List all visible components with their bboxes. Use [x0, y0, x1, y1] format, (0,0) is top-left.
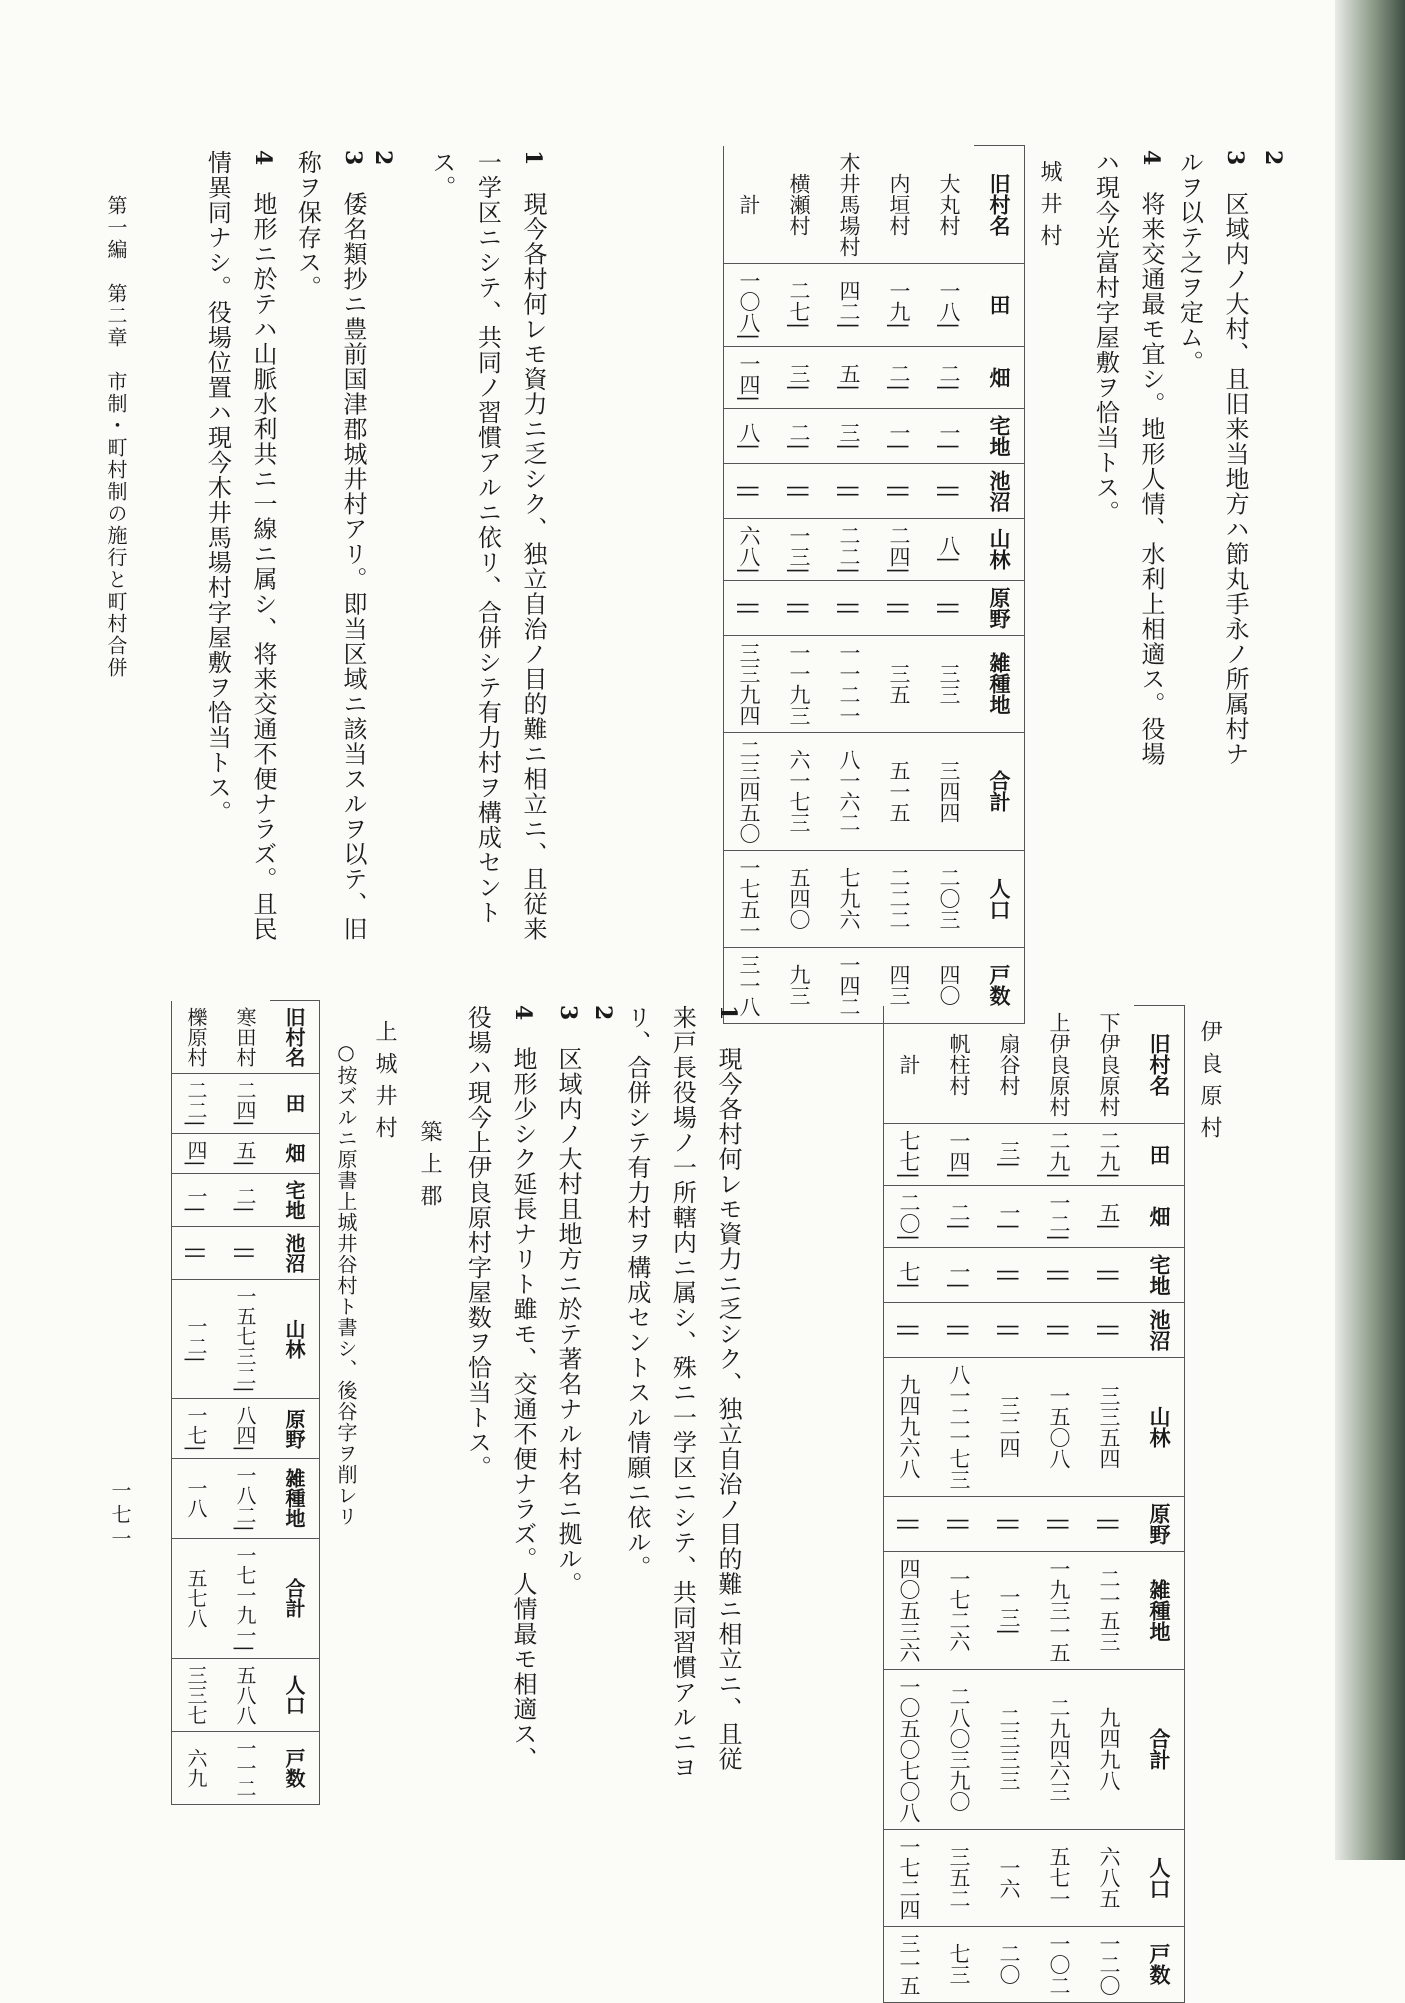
cell: 二二| — [824, 518, 874, 580]
kamishiroi-table — [171, 1000, 320, 1805]
village-name: 木井馬場村 — [824, 146, 874, 264]
ira-note-2: 2 — [590, 1005, 616, 1022]
annotation: ○按ズルニ原書上城井谷村ト書シ、後谷字ヲ削レリ — [334, 1040, 358, 1527]
cell: 二三三三 — [984, 1669, 1034, 1829]
cell: || — [924, 580, 974, 635]
cell: 六八| — [724, 518, 775, 580]
village-name: 大丸村 — [924, 146, 974, 264]
cell: 五七一 — [1034, 1829, 1084, 1926]
cell: || — [934, 1496, 984, 1551]
cell: 一二| — [1034, 1185, 1084, 1247]
header-cell: 雑種地 — [270, 1459, 320, 1539]
header-cell: 宅地 — [1134, 1247, 1185, 1302]
cell: 一八| — [924, 263, 974, 346]
cell: 八四| — [221, 1399, 270, 1459]
cell: 一一二 — [221, 1731, 270, 1804]
cell: || — [774, 580, 824, 635]
cell: 一六 — [984, 1829, 1034, 1926]
table-row — [874, 146, 924, 1024]
header-cell: 池沼 — [270, 1226, 320, 1279]
cell: || — [1084, 1496, 1134, 1551]
cell: 一二〇 — [1084, 1926, 1134, 2002]
cell: 二七| — [774, 263, 824, 346]
cell: 二〇| — [884, 1185, 935, 1247]
header-cell: 旧村名 — [270, 1001, 320, 1074]
cell: || — [774, 463, 824, 518]
header-cell: 田 — [974, 263, 1025, 346]
page-number: 一七一 — [108, 1480, 132, 1552]
cell: 四〇 — [924, 947, 974, 1023]
cell: 三五二 — [934, 1829, 984, 1926]
header-cell: 雑種地 — [1134, 1551, 1185, 1669]
kamishiroi-title: 上城井村 — [372, 1020, 397, 1148]
shiroi-note-2: 2 — [370, 150, 396, 167]
cell: 三三 — [924, 635, 974, 732]
header-cell: 旧村名 — [974, 146, 1025, 264]
header-cell: 合計 — [974, 732, 1025, 850]
cell: 四二| — [824, 263, 874, 346]
cell: 一| — [874, 408, 924, 463]
cell: 二| — [934, 1185, 984, 1247]
village-name: 上伊良原村 — [1034, 1006, 1084, 1124]
header-cell: 戸数 — [974, 947, 1025, 1023]
cell: 五八八 — [221, 1658, 270, 1731]
cell: 八一六二 — [824, 732, 874, 850]
cell: 二三四五〇 — [724, 732, 775, 850]
shiroi-title: 城井村 — [1037, 160, 1062, 256]
header-cell: 人口 — [974, 850, 1025, 947]
cell: 一四| — [934, 1123, 984, 1185]
header-cell: 山林 — [270, 1279, 320, 1399]
village-name: 計 — [724, 146, 775, 264]
cell: 三五 — [874, 635, 924, 732]
cell: 五七八 — [172, 1538, 222, 1658]
header-cell: 田 — [1134, 1123, 1185, 1185]
header-cell: 合計 — [1134, 1669, 1185, 1829]
cell: || — [221, 1226, 270, 1279]
cell: 一九| — [874, 263, 924, 346]
note-top-4: 4 将来交通最モ宜シ。地形人情、水利上相適ス。役場ハ現今光富村字屋敷ヲ恰当トス。 — [1091, 150, 1165, 767]
cell: 二四| — [221, 1074, 270, 1134]
cell: 一五七三二| — [221, 1279, 270, 1399]
cell: 一七二四 — [884, 1829, 935, 1926]
cell: 一八 — [172, 1459, 222, 1539]
shiroi-note-3: 3 倭名類抄ニ豊前国津郡城井村アリ。即当区域ニ該当スルヲ以テ、旧称ヲ保存ス。 — [293, 150, 367, 942]
ira-title: 伊良原村 — [1197, 1020, 1222, 1148]
cell: 一四| — [724, 346, 775, 408]
cell: 一七五一 — [724, 850, 775, 947]
cell: 一七一九一| — [221, 1538, 270, 1658]
cell: 一二| — [172, 1279, 222, 1399]
cell: || — [924, 463, 974, 518]
cell: || — [824, 580, 874, 635]
chapter-footer: 第一編 第二章 市制・町村制の施行と町村合併 — [104, 195, 128, 679]
cell: 三| — [984, 1123, 1034, 1185]
village-name: 扇谷村 — [984, 1006, 1034, 1124]
header-cell: 原野 — [270, 1399, 320, 1459]
cell: 八| — [924, 518, 974, 580]
cell: 一四二 — [824, 947, 874, 1023]
cell: || — [1034, 1302, 1084, 1357]
cell: || — [1034, 1247, 1084, 1302]
cell: 三三五四 — [1084, 1357, 1134, 1496]
cell: || — [874, 580, 924, 635]
cell: 八| — [724, 408, 775, 463]
cell: 三| — [774, 346, 824, 408]
table-row — [824, 146, 874, 1024]
cell: || — [984, 1247, 1034, 1302]
cell: 二| — [874, 346, 924, 408]
header-cell: 田 — [270, 1074, 320, 1134]
cell: 一五〇八 — [1034, 1357, 1084, 1496]
cell: 三四四 — [924, 732, 974, 850]
cell: 四三 — [874, 947, 924, 1023]
cell: 九四九六八 — [884, 1357, 935, 1496]
village-name: 横瀬村 — [774, 146, 824, 264]
district-title: 築上郡 — [417, 1120, 442, 1216]
shiroi-table — [723, 145, 1025, 1024]
cell: 五四〇 — [774, 850, 824, 947]
cell: 一一二一 — [824, 635, 874, 732]
cell: || — [934, 1302, 984, 1357]
cell: 二四| — [874, 518, 924, 580]
cell: 六一七三 — [774, 732, 824, 850]
ira-note-3: 3 区域内ノ大村且地方ニ於テ著名ナル村名ニ拠ル。 — [554, 1005, 582, 1597]
header-cell: 合計 — [270, 1538, 320, 1658]
cell: || — [984, 1496, 1034, 1551]
cell: 二九| — [1034, 1123, 1084, 1185]
cell: 四| — [172, 1133, 222, 1173]
cell: 一| — [172, 1173, 222, 1226]
cell: || — [884, 1496, 935, 1551]
shiroi-note-1: 1 現今各村何レモ資力ニ乏シク、独立自治ノ目的難ニ相立ニ、且従来一学区ニシテ、共同ノ習慣アルニ依リ、合併シテ有力村ヲ構成セントス。 — [427, 150, 547, 942]
cell: 二一五三 — [1084, 1551, 1134, 1669]
cell: 一| — [984, 1185, 1034, 1247]
cell: || — [984, 1302, 1034, 1357]
header-cell: 旧村名 — [1134, 1006, 1185, 1124]
table-row-total — [884, 1006, 935, 2003]
cell: 一八二| — [221, 1459, 270, 1539]
header-cell: 山林 — [1134, 1357, 1185, 1496]
cell: 一| — [934, 1247, 984, 1302]
cell: 一七| — [172, 1399, 222, 1459]
header-cell: 宅地 — [270, 1173, 320, 1226]
cell: 七七| — [884, 1123, 935, 1185]
cell: 一一九三 — [774, 635, 824, 732]
village-name: 櫟原村 — [172, 1001, 222, 1074]
cell: 四〇五三六 — [884, 1551, 935, 1669]
ira-note-4: 4 地形少シク延長ナリト雖モ、交通不便ナラズ。人情最モ相適ス、役場ハ現今上伊良原村字屋数ヲ恰当トス。 — [463, 1005, 537, 1772]
cell: 二〇三 — [924, 850, 974, 947]
cell: 七九六 — [824, 850, 874, 947]
village-name: 下伊良原村 — [1084, 1006, 1134, 1124]
header-cell: 人口 — [270, 1658, 320, 1731]
cell: 二九| — [1084, 1123, 1134, 1185]
village-name: 寒田村 — [221, 1001, 270, 1074]
village-name: 帆柱村 — [934, 1006, 984, 1124]
table-row — [1034, 1006, 1084, 2003]
cell: 二二| — [172, 1074, 222, 1134]
cell: 七| — [884, 1247, 935, 1302]
cell: 八一二一七三 — [934, 1357, 984, 1496]
village-name: 計 — [884, 1006, 935, 1124]
header-cell: 人口 — [1134, 1829, 1185, 1926]
cell: 五| — [221, 1133, 270, 1173]
cell: || — [1034, 1496, 1084, 1551]
cell: 二〇 — [984, 1926, 1034, 2002]
header-cell: 畑 — [1134, 1185, 1185, 1247]
cell: 六八五 — [1084, 1829, 1134, 1926]
cell: 二八〇三九〇 — [934, 1669, 984, 1829]
note-top-2: 2 — [1260, 150, 1286, 167]
cell: 一〇二 — [1034, 1926, 1084, 2002]
table-row — [221, 1001, 270, 1805]
cell: 一〇八| — [724, 263, 775, 346]
header-cell: 畑 — [270, 1133, 320, 1173]
cell: || — [874, 463, 924, 518]
cell: || — [824, 463, 874, 518]
cell: 三三九四 — [724, 635, 775, 732]
ira-note-1: 1 現今各村何レモ資力ニ乏シク、独立自治ノ目的難ニ相立ニ、且従来戸長役場ノ一所轄内ニ属シ、殊ニ一学区ニシテ、共同習慣アルニヨリ、合併シテ有力村ヲ構成セントスル情願ニ依ル。 — [622, 1005, 742, 1780]
cell: 二九四六三 — [1034, 1669, 1084, 1829]
cell: 三| — [824, 408, 874, 463]
header-cell: 雑種地 — [974, 635, 1025, 732]
cell: || — [724, 463, 775, 518]
cell: 三一八 — [724, 947, 775, 1023]
cell: || — [884, 1302, 935, 1357]
cell: 一| — [924, 408, 974, 463]
ira-table — [883, 1005, 1185, 2003]
note-top-3: 3 区域内ノ大村、且旧来当地方ハ節丸手永ノ所属村ナルヲ以テ之ヲ定ム。 — [1175, 150, 1249, 767]
header-cell: 宅地 — [974, 408, 1025, 463]
cell: || — [724, 580, 775, 635]
cell: 一三| — [984, 1551, 1034, 1669]
header-cell: 池沼 — [1134, 1302, 1185, 1357]
cell: 六九 — [172, 1731, 222, 1804]
header-cell: 原野 — [974, 580, 1025, 635]
header-cell: 畑 — [974, 346, 1025, 408]
cell: 一九三一五 — [1034, 1551, 1084, 1669]
header-cell: 池沼 — [974, 463, 1025, 518]
cell: 二| — [221, 1173, 270, 1226]
cell: || — [1084, 1302, 1134, 1357]
cell: 三一五 — [884, 1926, 935, 2002]
cell: 九四九八 — [1084, 1669, 1134, 1829]
cell: 一三| — [774, 518, 824, 580]
cell: 五一五 — [874, 732, 924, 850]
table-row — [774, 146, 824, 1024]
table-row — [172, 1001, 222, 1805]
cell: 七三 — [934, 1926, 984, 2002]
cell: 五| — [1084, 1185, 1134, 1247]
table-row — [924, 146, 974, 1024]
shiroi-note-4: 4 地形ニ於テハ山脈水利共ニ一線ニ属シ、将来交通不便ナラズ。且民情異同ナシ。役場位置ハ現今木井馬場村字屋敷ヲ恰当トス。 — [203, 150, 277, 942]
cell: 三三七 — [172, 1658, 222, 1731]
cell: 三二四 — [984, 1357, 1034, 1496]
table-row — [1084, 1006, 1134, 2003]
page-edge-shadow — [1335, 0, 1405, 1860]
cell: 二| — [774, 408, 824, 463]
header-cell: 原野 — [1134, 1496, 1185, 1551]
cell: 二| — [924, 346, 974, 408]
village-name: 内垣村 — [874, 146, 924, 264]
cell: 五| — [824, 346, 874, 408]
table-row — [934, 1006, 984, 2003]
cell: 二二二 — [874, 850, 924, 947]
header-cell: 山林 — [974, 518, 1025, 580]
header-cell: 戸数 — [1134, 1926, 1185, 2002]
cell: || — [172, 1226, 222, 1279]
header-cell: 戸数 — [270, 1731, 320, 1804]
cell: || — [1084, 1247, 1134, 1302]
cell: 九三 — [774, 947, 824, 1023]
cell: 一七二六 — [934, 1551, 984, 1669]
table-row-total — [724, 146, 775, 1024]
table-row — [984, 1006, 1034, 2003]
cell: 一〇五〇七〇八 — [884, 1669, 935, 1829]
